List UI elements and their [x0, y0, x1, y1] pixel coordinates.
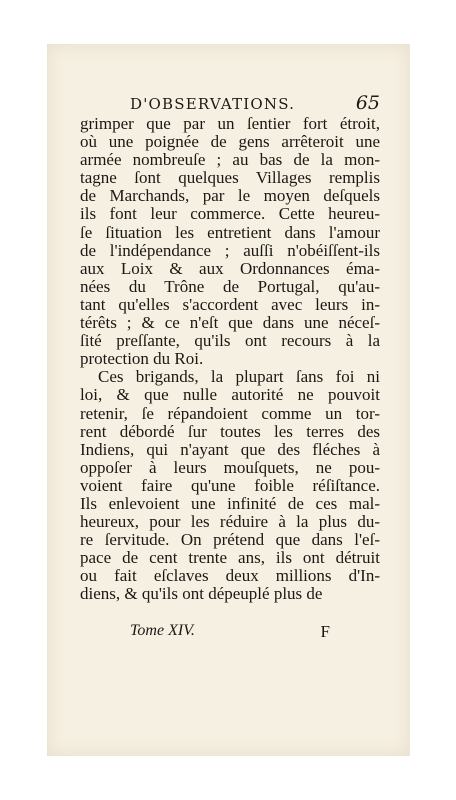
page-number: 65: [355, 92, 380, 114]
text-line: où une poignée de gens arrêteroit une: [80, 132, 380, 152]
body-text: [80, 115, 380, 604]
text-line: armée nombreuſe ; au bas de la mon-: [80, 150, 380, 170]
text-line: retenir, ſe répandoient comme un tor-: [80, 403, 380, 423]
text-line: ou fait eſclaves deux millions d'In-: [80, 566, 380, 586]
text-line: oppoſer à leurs mouſquets, ne pou-: [80, 457, 380, 477]
signature-mark: F: [320, 622, 330, 641]
volume-label: Tome XIV.: [130, 622, 195, 639]
text-line: rent débordé ſur toutes les terres des: [80, 421, 380, 441]
text-line: loi, & que nulle autorité ne pouvoit: [80, 385, 380, 405]
text-line: Indiens, qui n'ayant que des fléches à: [80, 439, 380, 459]
text-line: re ſervitude. On prétend que dans l'eſ-: [80, 530, 380, 550]
text-line: tant qu'elles s'accordent avec leurs in-: [80, 294, 380, 314]
text-line: térêts ; & ce n'eſt que dans une néceſ-: [80, 313, 380, 333]
text-line: ſité preſſante, qu'ils ont recours à la: [80, 331, 380, 351]
text-line: nées du Trône de Portugal, qu'au-: [80, 276, 380, 296]
text-line: pace de cent trente ans, ils ont détruit: [80, 548, 380, 568]
text-line: voient faire qu'une foible réſiſtance.: [80, 475, 380, 495]
text-line: diens, & qu'ils ont dépeuplé plus de: [80, 584, 323, 604]
book-page: [47, 44, 410, 756]
page-header: [80, 92, 380, 114]
text-line: tagne ſont quelques Villages remplis: [80, 168, 380, 188]
text-line: protection du Roi.: [80, 349, 204, 369]
text-line: heureux, pour les réduire à la plus du-: [80, 512, 380, 532]
page-footer: [130, 622, 330, 642]
text-line: Ces brigands, la plupart ſans foi ni: [98, 367, 380, 387]
text-line: Ils enlevoient une infinité de ces mal-: [80, 493, 380, 513]
running-title: D'OBSERVATIONS.: [130, 95, 296, 113]
text-line: de Marchands, par le moyen deſquels: [80, 186, 380, 206]
text-line: ſe ſituation les entretient dans l'amour: [80, 222, 380, 242]
text-line: aux Loix & aux Ordonnances éma-: [80, 258, 380, 278]
text-line: de l'indépendance ; auſſi n'obéiſſent-ils: [80, 240, 380, 260]
text-line: grimper que par un ſentier fort étroit,: [80, 114, 380, 133]
text-line: ils font leur commerce. Cette heureu-: [80, 204, 380, 224]
